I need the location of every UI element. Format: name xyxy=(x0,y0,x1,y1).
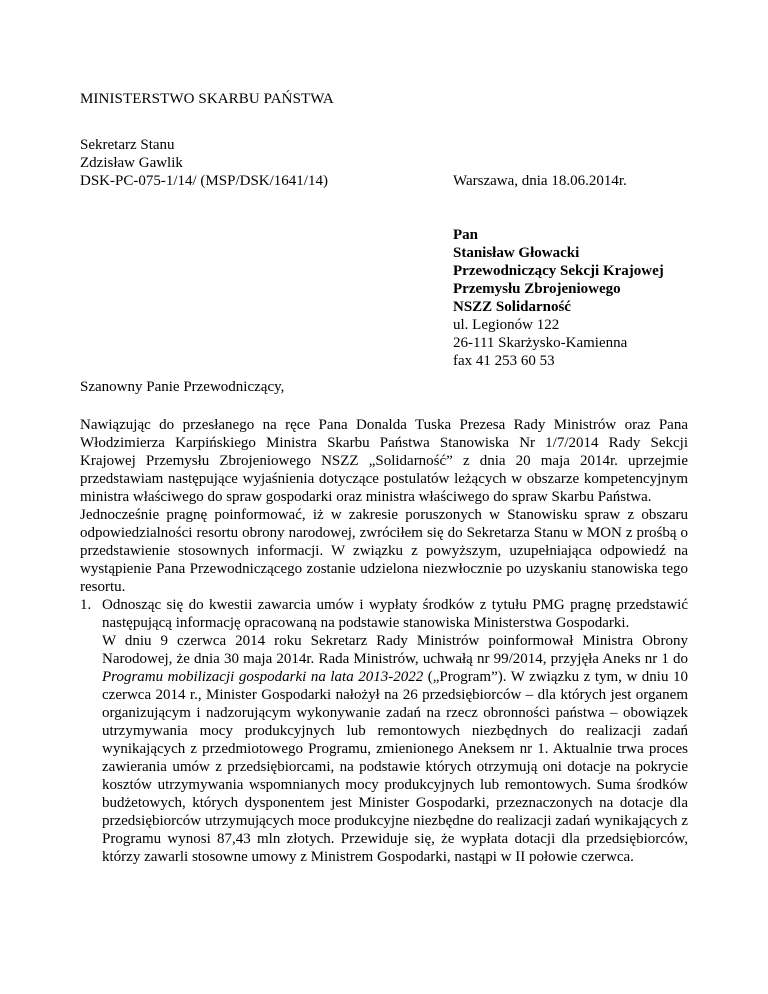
list-item-number: 1. xyxy=(80,597,92,613)
ministry-heading: MINISTERSTWO SKARBU PAŃSTWA xyxy=(80,91,334,107)
recipient-name: Stanisław Głowacki xyxy=(453,245,580,261)
letter-date: Warszawa, dnia 18.06.2014r. xyxy=(453,173,627,189)
list-item xyxy=(80,596,688,866)
program-title: Programu mobilizacji gospodarki na lata 2013-2022 xyxy=(102,669,424,685)
sender-title: Sekretarz Stanu xyxy=(80,137,175,153)
recipient-role-1: Przewodniczący Sekcji Krajowej xyxy=(453,263,664,279)
recipient-salutation-line: Pan xyxy=(453,227,479,243)
recipient-union: NSZZ Solidarność xyxy=(453,299,571,315)
recipient-city: 26-111 Skarżysko-Kamienna xyxy=(453,335,628,351)
list-item-details xyxy=(102,632,688,866)
recipient-role-2: Przemysłu Zbrojeniowego xyxy=(453,281,621,297)
sender-name: Zdzisław Gawlik xyxy=(80,155,183,171)
recipient-block xyxy=(453,226,664,370)
reference-number: DSK-PC-075-1/14/ (MSP/DSK/1641/14) xyxy=(80,173,328,189)
list-item-intro: Odnosząc się do kwestii zawarcia umów i wypłaty środków z tytułu PMG pragnę przedstawić następującą informację opracowaną na podstawie stanowiska Ministerstwa Gospodarki. xyxy=(102,597,688,631)
salutation: Szanowny Panie Przewodniczący, xyxy=(80,379,285,395)
recipient-fax: fax 41 253 60 53 xyxy=(453,353,555,369)
paragraph-2: Jednocześnie pragnę poinformować, iż w zakresie poruszonych w Stanowisku spraw z obszaru odpowiedzialności resortu obrony narodowej, zwróciłem się do Sekretarza Stanu w MON z prośbą o przedstawienie stosownych informacji. W związku z powyższym, uzupełniająca odpowiedź na wystąpienie Pana Przewodniczącego zostanie udzielona niezwłocznie po uzyskaniu stanowiska tego resortu. xyxy=(80,507,688,595)
recipient-street: ul. Legionów 122 xyxy=(453,317,560,333)
paragraph-1: Nawiązując do przesłanego na ręce Pana Donalda Tuska Prezesa Rady Ministrów oraz Pana Włodzimierza Karpińskiego Ministra Skarbu Państwa Stanowiska Nr 1/7/2014 Rady Sekcji Krajowej Przemysłu Zbrojeniowego NSZZ „Solidarność” z dnia 20 maja 2014r. uprzejmie przedstawiam następujące wyjaśnienia dotyczące postulatów leżących w obszarze kompetencyjnym ministra właściwego do spraw gospodarki oraz ministra właściwego do spraw Skarbu Państwa. xyxy=(80,417,688,505)
details-text-end: („Program”). W związku z tym, w dniu 10 czerwca 2014 r., Minister Gospodarki nałożył na 26 przedsiębiorców – dla których jest organem organizującym i nadzorującym wykonywanie zadań na rzecz obronności państwa – obowiązek utrzymywania mocy produkcyjnych lub remontowych niezbędnych do realizacji zadań wynikających z przedmiotowego Programu, zmienionego Aneksem nr 1. Aktualnie trwa proces zawierania umów z przedsiębiorcami, na podstawie których otrzymują oni dotacje na pokrycie kosztów utrzymywania wspomnianych mocy produkcyjnych lub remontowych. Suma środków budżetowych, których dysponentem jest Minister Gospodarki, przeznaczonych na dotacje dla przedsiębiorców utrzymujących moce produkcyjne niezbędne do realizacji zadań wynikających z Programu wynosi 87,43 mln złotych. Przewiduje się, że wypłata dotacji dla przedsiębiorców, którzy zawarli stosowne umowy z Ministrem Gospodarki, nastąpi w II połowie czerwca. xyxy=(102,669,689,865)
details-text-start: W dniu 9 czerwca 2014 roku Sekretarz Rady Ministrów poinformował Ministra Obrony Narodowej, że dnia 30 maja 2014r. Rada Ministrów, uchwałą nr 99/2014, przyjęła Aneks nr 1 do xyxy=(102,633,688,667)
list-item-body xyxy=(102,596,688,866)
